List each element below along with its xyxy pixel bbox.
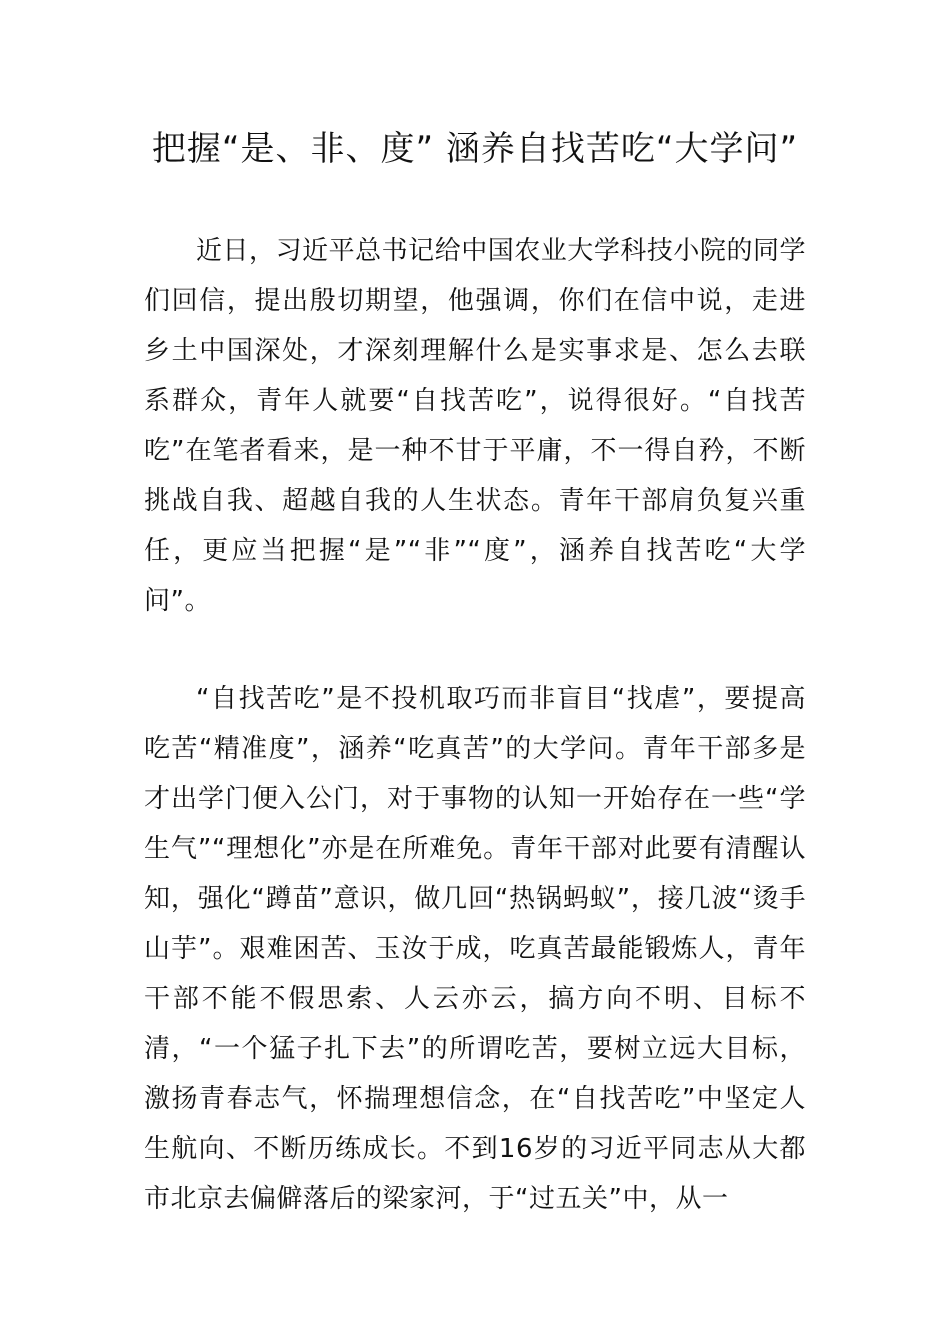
paragraph-1: 近日，习近平总书记给中国农业大学科技小院的同学们回信，提出殷切期望，他强调，你们在信中说，走进乡土中国深处，才深刻理解什么是实事求是、怎么去联系群众，青年人就要“自找苦吃”，说得很好。“自找苦吃”在笔者看来，是一种不甘于平庸，不一得自矜，不断挑战自我、超越自我的人生状态。青年干部肩负复兴重任，更应当把握“是”“非”“度”，涵养自找苦吃“大学问”。 bbox=[144, 236, 806, 616]
document-title: 把握“是、非、度” 涵养自找苦吃“大学问” bbox=[151, 129, 799, 169]
paragraph-2: “自找苦吃”是不投机取巧而非盲目“找虐”，要提高吃苦“精准度”，涵养“吃真苦”的大学问。青年干部多是才出学门便入公门，对于事物的认知一开始存在一些“学生气”“理想化”亦是在所难免。青年干部对此要有清醒认知，强化“蹲苗”意识，做几回“热锅蚂蚁”，接几波“烫手山芋”。艰难困苦、玉汝于成，吃真苦最能锻炼人，青年干部不能不假思索、人云亦云，搞方向不明、目标不清，“一个猛子扎下去”的所谓吃苦，要树立远大目标，激扬青春志气，怀揣理想信念，在“自找苦吃”中坚定人生航向、不断历练成长。不到16岁的习近平同志从大都市北京去偏僻落后的梁家河，于“过五关”中，从一 bbox=[144, 684, 806, 1214]
